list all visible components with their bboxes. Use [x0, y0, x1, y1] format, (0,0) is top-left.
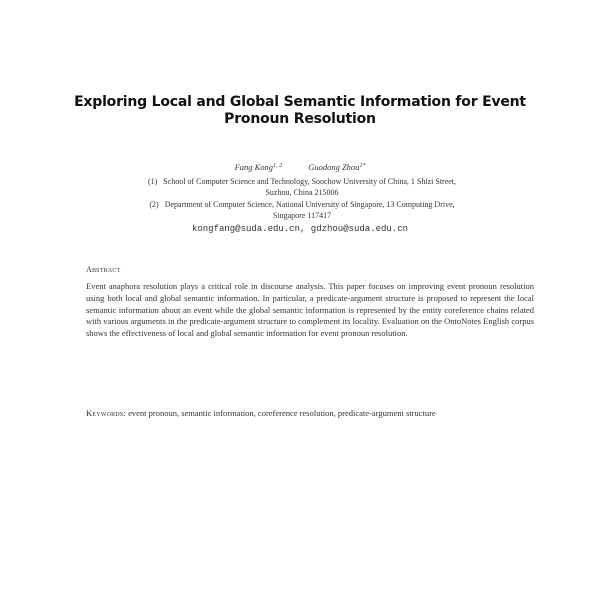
- affiliation-2-line-1: Department of Computer Science, National University of Singapore, 13 Computing Drive,: [164, 200, 455, 209]
- author-2: [308, 161, 365, 173]
- abstract-text: Event anaphora resolution plays a critical role in discourse analysis. This paper focuses on improving event pronoun resolution using both local and global semantic information. In particular, a predicate-argument structure is proposed to represent the local semantic information about an event while the global semantic information is represented by the entity coreference chains related with various arguments in the predicate-argument structure to complement its locality. Evaluation on the OntoNotes English corpus shows the effectiveness of local and global semantic information for event pronoun resolution.: [86, 281, 534, 339]
- keywords: [86, 408, 534, 420]
- author-emails: kongfang@suda.edu.cn, gdzhou@suda.edu.cn: [191, 224, 409, 234]
- author-1-name: Fang Kong: [234, 162, 274, 172]
- paper-title: [60, 94, 540, 128]
- keywords-heading: Keywords:: [86, 408, 126, 418]
- affiliation-1-line-2: Suzhou, China 215006: [265, 187, 339, 197]
- affiliation-2-line-2: Singapore 117417: [272, 210, 332, 220]
- author-1-affil-marker: 1, 2: [273, 163, 283, 169]
- author-2-name: Guodong Zhou: [308, 162, 360, 172]
- keywords-text: event pronoun, semantic information, coreference resolution, predicate-argument structure: [128, 408, 436, 418]
- abstract-heading: Abstract: [86, 265, 121, 274]
- affiliation-2-number: (2): [149, 200, 159, 209]
- author-2-affil-marker: 1*: [359, 163, 366, 169]
- title-line-1: Exploring Local and Global Semantic Information for Event: [74, 94, 526, 110]
- author-1: [235, 161, 283, 173]
- affiliation-1-line-1: School of Computer Science and Technology, Soochow University of China, 1 Shizi Street,: [163, 177, 457, 186]
- affiliation-2: [112, 200, 492, 221]
- affiliation-1-number: (1): [147, 177, 158, 186]
- affiliation-1: [112, 177, 492, 198]
- author-list: [100, 161, 500, 173]
- title-line-2: Pronoun Resolution: [224, 111, 376, 127]
